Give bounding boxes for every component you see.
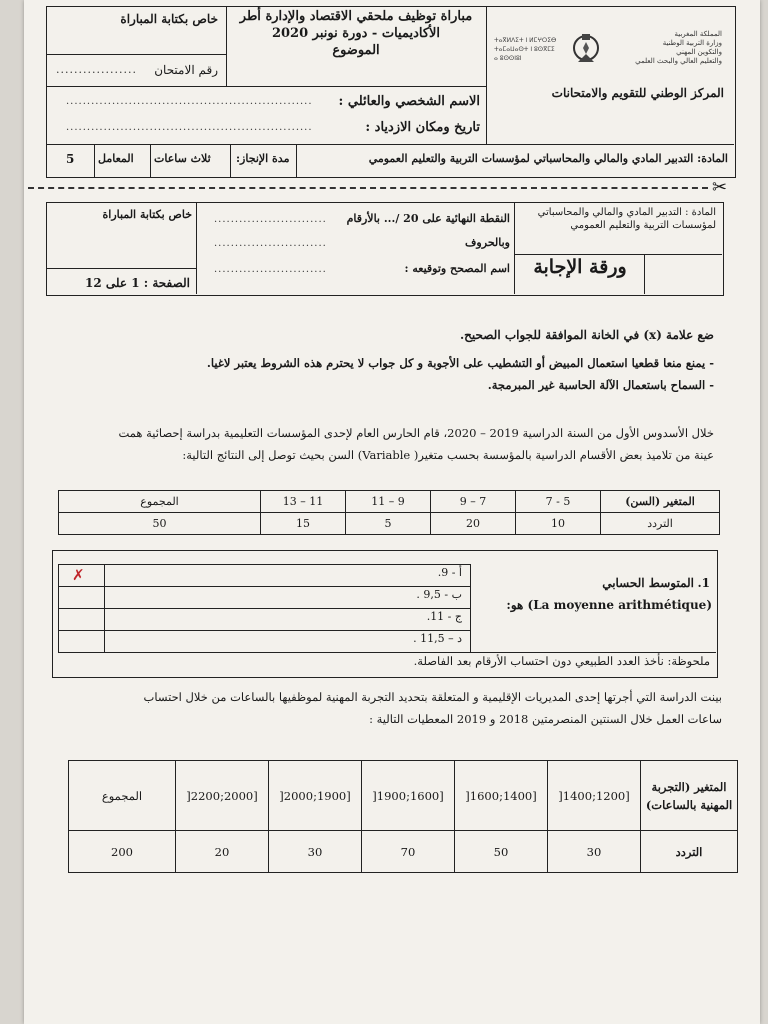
corrector-label: اسم المصحح وتوقيعه : bbox=[404, 262, 510, 275]
table-cell: [1900;2000[ bbox=[269, 761, 362, 831]
table-cell: المتغير (السن) bbox=[601, 491, 720, 513]
table-cell: 7 – 9 bbox=[431, 491, 516, 513]
table-row bbox=[69, 761, 738, 831]
private-box-label-2: خاص بكتابة المباراة bbox=[102, 208, 192, 221]
table-cell: 5 bbox=[346, 513, 431, 535]
exam-title bbox=[226, 8, 486, 59]
answer-checkbox-a[interactable] bbox=[60, 566, 102, 586]
divider bbox=[94, 145, 95, 177]
answer-checkbox-b[interactable] bbox=[60, 588, 102, 608]
para2-line2: ساعات العمل خلال السنتين المنصرمتين 2018 و 2019 المعطيات التالية : bbox=[369, 712, 722, 726]
table-cell: [1200;1400[ bbox=[548, 761, 641, 831]
table-cell: 5 - 7 bbox=[516, 491, 601, 513]
in-letters-dots: ........................... bbox=[214, 238, 327, 249]
divider bbox=[58, 630, 470, 631]
divider bbox=[58, 586, 470, 587]
ministry-text: المملكة المغربية وزارة التربية الوطنية والتكوين المهني والتعليم العالي والبحث العلمي bbox=[635, 30, 722, 65]
divider bbox=[150, 145, 151, 177]
option-c[interactable]: ج - 11. bbox=[426, 610, 462, 623]
table-cell: 11 – 13 bbox=[261, 491, 346, 513]
table-cell: 50 bbox=[455, 831, 548, 873]
table-row bbox=[59, 491, 720, 513]
table-cell: التردد bbox=[641, 831, 738, 873]
crest-icon bbox=[564, 28, 608, 72]
para1-line1: خلال الأسدوس الأول من السنة الدراسية 2019 – 2020، قام الحارس العام لإحدى المؤسسات التعليمية بدراسة إحصائية همت bbox=[118, 426, 714, 440]
topic-label: الموضوع bbox=[332, 43, 380, 58]
divider bbox=[58, 564, 470, 565]
private-box-label: خاص بكتابة المباراة bbox=[120, 12, 218, 26]
name-dots: ........................................................... bbox=[66, 96, 313, 107]
table-cell: [1400;1600[ bbox=[455, 761, 548, 831]
table-cell: 30 bbox=[269, 831, 362, 873]
table-cell: 20 bbox=[176, 831, 269, 873]
private-box bbox=[46, 6, 227, 86]
question-1-title: المتوسط الحسابي bbox=[602, 576, 694, 590]
divider bbox=[514, 254, 722, 255]
center-label: المركز الوطني للتقويم والامتحانات bbox=[551, 86, 724, 100]
para2-line1: بينت الدراسة التي أجرتها إحدى المديريات الإقليمية و المتعلقة بتحديد التجربة المهنية لموظفيها بالساعات من خلال احتساب bbox=[143, 690, 722, 704]
instruction-line-2: - يمنع منعا قطعيا استعمال المبيض أو التشطيب على الأجوبة و كل جواب لا يحترم هذه الشروط يعتبر لاغيا. bbox=[206, 356, 714, 370]
age-table bbox=[58, 490, 720, 535]
para1-line2: عينة من تلاميذ بعض الأقسام الدراسية بالمؤسسة بحسب متغير( Variable) السن بحيث توصل إلى النتائج التالية: bbox=[182, 448, 714, 462]
coef-label: المعامل bbox=[98, 152, 134, 165]
subject-row bbox=[46, 144, 734, 177]
table-cell: 20 bbox=[431, 513, 516, 535]
birth-dots: ........................................................... bbox=[66, 122, 313, 133]
table-cell: [1600;1900[ bbox=[362, 761, 455, 831]
table-cell: 70 bbox=[362, 831, 455, 873]
divider bbox=[514, 202, 515, 294]
experience-table bbox=[68, 760, 738, 873]
table-cell: 50 bbox=[59, 513, 261, 535]
divider bbox=[58, 652, 716, 653]
table-cell: المتغير (التجربة المهنية بالساعات) bbox=[641, 761, 738, 831]
exam-number-row bbox=[46, 54, 226, 87]
table-cell: التردد bbox=[601, 513, 720, 535]
birth-row bbox=[46, 118, 486, 140]
divider bbox=[296, 145, 297, 177]
exam-number-label: رقم الامتحان bbox=[154, 63, 218, 77]
corrector-dots: ........................... bbox=[214, 264, 327, 275]
table-cell: 15 bbox=[261, 513, 346, 535]
exam-paper bbox=[24, 0, 760, 1024]
divider bbox=[644, 254, 645, 294]
final-grade-label: النقطة النهائية على 20 /... بالأرقام bbox=[346, 212, 510, 225]
table-cell: 30 bbox=[548, 831, 641, 873]
question-1-title-fr: (La moyenne arithmétique) هو: bbox=[506, 598, 712, 612]
amazigh-text: ⵜⴰⴳⵍⴷⵉⵜ ⵏ ⵍⵎⵖⵔⵉⴱ ⵜⴰⵎⴰⵡⴰⵙⵜ ⵏ ⵓⵙⴳⵎⵉ ⴰ ⵓⵙⵙⵏⵓⵏ bbox=[494, 37, 557, 62]
birth-label: تاريخ ومكان الازدياد : bbox=[365, 120, 480, 135]
table-cell: المجموع bbox=[59, 491, 261, 513]
duration-label: مدة الإنجاز: bbox=[236, 152, 290, 165]
table-row bbox=[69, 831, 738, 873]
table-cell: [2000;2200[ bbox=[176, 761, 269, 831]
answer-checkbox-d[interactable] bbox=[60, 632, 102, 652]
table-cell: 9 – 11 bbox=[346, 491, 431, 513]
final-grade-dots: ........................... bbox=[214, 214, 327, 225]
option-d[interactable]: د – 11,5 . bbox=[413, 632, 462, 645]
divider bbox=[230, 145, 231, 177]
table-cell: المجموع bbox=[69, 761, 176, 831]
instruction-line-3: - السماح باستعمال الآلة الحاسبة غير المبرمجة. bbox=[487, 378, 714, 392]
name-row bbox=[46, 92, 486, 114]
cross-mark-icon: ✗ bbox=[72, 566, 85, 584]
scissors-icon: ✂ bbox=[712, 177, 728, 198]
divider bbox=[196, 202, 197, 294]
in-letters-label: وبالحروف bbox=[465, 236, 510, 249]
answer-sheet-title: ورقة الإجابة bbox=[533, 256, 627, 278]
question-1-number: 1. bbox=[697, 576, 710, 590]
divider bbox=[58, 608, 470, 609]
divider bbox=[46, 268, 196, 269]
answer-subject: المادة : التدبير المادي والمالي والمحاسباتي لمؤسسات التربية والتعليم العمومي bbox=[537, 207, 716, 231]
exam-number-dots: .................. bbox=[56, 63, 137, 76]
name-label: الاسم الشخصي والعائلي : bbox=[338, 94, 480, 109]
ministry-logo bbox=[564, 28, 608, 72]
page-label: الصفحة : 1 على 12 bbox=[85, 276, 190, 290]
option-b[interactable]: ب - 9,5 . bbox=[416, 588, 462, 601]
divider bbox=[58, 564, 59, 652]
table-row bbox=[59, 513, 720, 535]
exam-title-line2: الأكاديميات - دورة نونبر 2020 bbox=[271, 26, 441, 41]
coef-value: 5 bbox=[66, 152, 75, 166]
cut-line bbox=[28, 177, 756, 198]
answer-checkbox-c[interactable] bbox=[60, 610, 102, 630]
instruction-line-1: ضع علامة (x) في الخانة الموافقة للجواب الصحيح. bbox=[459, 328, 714, 342]
exam-title-line1: مباراة توظيف ملحقي الاقتصاد والإدارة أطر bbox=[239, 9, 473, 24]
divider bbox=[470, 564, 471, 652]
divider bbox=[486, 6, 487, 144]
option-a[interactable]: أ - 9. bbox=[437, 566, 462, 579]
subject-text: المادة: التدبير المادي والمالي والمحاسباتي لمؤسسات التربية والتعليم العمومي bbox=[368, 152, 728, 165]
table-cell: 10 bbox=[516, 513, 601, 535]
question-1-note: ملحوظة: نأخذ العدد الطبيعي دون احتساب الأرقام بعد الفاصلة. bbox=[413, 654, 710, 668]
table-cell: 200 bbox=[69, 831, 176, 873]
divider bbox=[46, 86, 486, 87]
duration-value: ثلاث ساعات bbox=[154, 152, 211, 165]
